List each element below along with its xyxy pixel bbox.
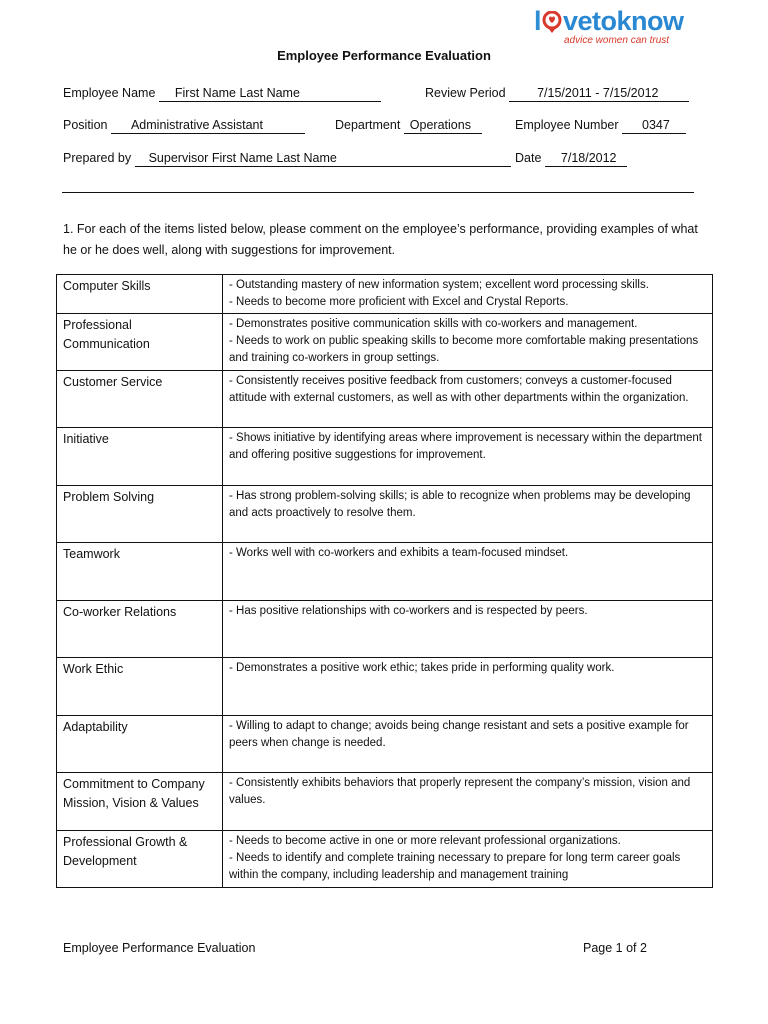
comment-line: - Consistently receives positive feedback from customers; conveys a customer-focused attitude with external customers, as well as with other departments within the organization.	[229, 375, 689, 404]
employee-name-label: Employee Name	[63, 86, 156, 100]
department-field	[335, 118, 482, 134]
comments-cell	[223, 314, 713, 371]
employee-name-field	[63, 86, 381, 102]
position-value: Administrative Assistant	[111, 118, 305, 134]
category-cell: Work Ethic	[57, 658, 223, 716]
comment-line: - Has positive relationships with co-workers and is respected by peers.	[229, 605, 588, 617]
comment-line: - Willing to adapt to change; avoids being change resistant and sets a positive example for peers when change is needed.	[229, 720, 689, 749]
footer-title: Employee Performance Evaluation	[63, 941, 256, 955]
review-period-value: 7/15/2011 - 7/15/2012	[509, 86, 689, 102]
comment-line: - Shows initiative by identifying areas where improvement is necessary within the department and offering positive suggestions for improvement.	[229, 432, 702, 461]
comment-line: - Works well with co-workers and exhibits a team-focused mindset.	[229, 547, 569, 559]
table-row	[57, 543, 713, 601]
comments-cell	[223, 658, 713, 716]
category-cell: Professional Communication	[57, 314, 223, 371]
category-cell: Professional Growth & Development	[57, 831, 223, 888]
table-row	[57, 716, 713, 773]
table-row	[57, 371, 713, 428]
employee-number-field	[515, 118, 686, 134]
category-cell: Teamwork	[57, 543, 223, 601]
table-row	[57, 428, 713, 486]
comments-cell	[223, 831, 713, 888]
logo-wordmark: l vetoknow	[534, 6, 684, 36]
comment-line: - Needs to identify and complete training necessary to prepare for long term career goals within the company, including leadership and management training	[229, 852, 681, 881]
evaluation-table	[56, 274, 713, 888]
review-period-label: Review Period	[425, 86, 506, 100]
comments-cell	[223, 716, 713, 773]
comment-line: - Consistently exhibits behaviors that properly represent the company’s mission, vision and values.	[229, 777, 691, 806]
comment-line: - Needs to work on public speaking skills to become more comfortable making presentations and training co-workers in group settings.	[229, 335, 699, 364]
date-label: Date	[515, 151, 542, 165]
comment-line: - Needs to become more proficient with Excel and Crystal Reports.	[229, 296, 569, 308]
heart-pin-icon	[542, 11, 562, 33]
lovetoknow-logo	[534, 6, 724, 50]
comment-line: - Demonstrates positive communication skills with co-workers and management.	[229, 318, 638, 330]
category-cell: Initiative	[57, 428, 223, 486]
comment-line: - Needs to become active in one or more relevant professional organizations.	[229, 835, 621, 847]
employee-name-value: First Name Last Name	[159, 86, 381, 102]
date-value: 7/18/2012	[545, 151, 627, 167]
table-row	[57, 831, 713, 888]
comment-line: - Has strong problem-solving skills; is able to recognize when problems may be developing and acts proactively to resolve them.	[229, 490, 691, 519]
comments-cell	[223, 773, 713, 831]
comments-cell	[223, 543, 713, 601]
department-label: Department	[335, 118, 401, 132]
category-cell: Co-worker Relations	[57, 601, 223, 658]
date-field	[515, 151, 627, 167]
table-row	[57, 275, 713, 314]
page-number: Page 1 of 2	[583, 941, 647, 955]
category-cell: Adaptability	[57, 716, 223, 773]
comments-cell	[223, 486, 713, 543]
comments-cell	[223, 371, 713, 428]
document-title: Employee Performance Evaluation	[277, 48, 491, 63]
comment-line: - Demonstrates a positive work ethic; takes pride in performing quality work.	[229, 662, 615, 674]
prepared-by-field	[63, 151, 511, 167]
comments-cell	[223, 428, 713, 486]
category-cell: Customer Service	[57, 371, 223, 428]
logo-tagline: advice women can trust	[564, 35, 670, 46]
table-row	[57, 601, 713, 658]
category-cell: Computer Skills	[57, 275, 223, 314]
table-row	[57, 486, 713, 543]
table-row	[57, 658, 713, 716]
comment-line: - Outstanding mastery of new information system; excellent word processing skills.	[229, 279, 649, 291]
instructions: 1. For each of the items listed below, please comment on the employee’s performance, providing examples of what he or he does well, along with suggestions for improvement.	[63, 222, 698, 257]
review-period-field	[425, 86, 689, 102]
position-label: Position	[63, 118, 108, 132]
comments-cell	[223, 601, 713, 658]
category-cell: Commitment to Company Mission, Vision & Values	[57, 773, 223, 831]
employee-number-label: Employee Number	[515, 118, 619, 132]
department-value: Operations	[404, 118, 482, 134]
position-field	[63, 118, 305, 134]
prepared-by-value: Supervisor First Name Last Name	[135, 151, 511, 167]
table-row	[57, 773, 713, 831]
comments-cell	[223, 275, 713, 314]
prepared-by-label: Prepared by	[63, 151, 132, 165]
category-cell: Problem Solving	[57, 486, 223, 543]
employee-number-value: 0347	[622, 118, 686, 134]
table-row	[57, 314, 713, 371]
header-divider	[62, 192, 694, 193]
